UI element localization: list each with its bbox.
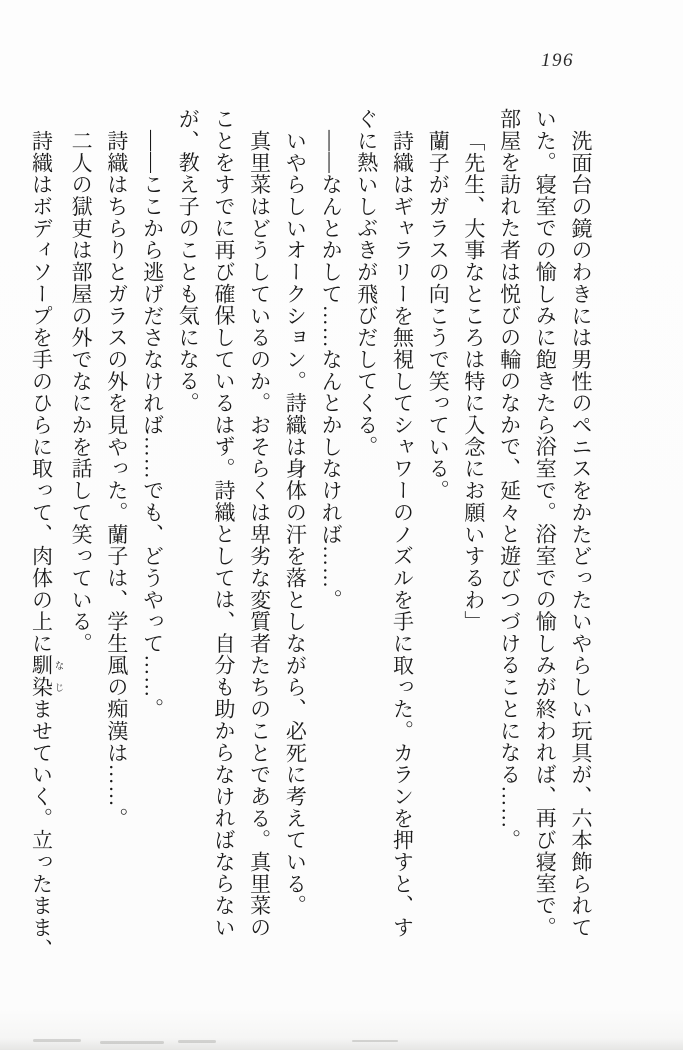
text-line: いた。寝室での愉しみに飽きたら浴室で。浴室での愉しみが終われば、再び寝室で。 bbox=[533, 108, 558, 939]
text-line: ことをすでに再び確保しているはず。詩織としては、自分も助からなければならない bbox=[211, 108, 236, 939]
text-line: ——なんとかして……なんとかしなければ……。 bbox=[319, 129, 344, 611]
text-line: 「先生、大事なところは特に入念にお願いするわ」 bbox=[461, 129, 486, 633]
text-line: ぐに熱いしぶきが飛びだしてくる。 bbox=[354, 108, 379, 458]
text-line: ——ここから逃げださなければ……でも、どうやって……。 bbox=[140, 129, 165, 720]
furigana-ruby: 馴染 なじ bbox=[29, 654, 63, 698]
text-block bbox=[23, 108, 598, 988]
text-line: 二人の獄吏は部屋の外でなにかを話して笑っている。 bbox=[69, 129, 94, 655]
text-line: 蘭子がガラスの向こうで笑っている。 bbox=[426, 129, 451, 502]
text-line: 詩織はボディソープを手のひらに取って、肉体の上に馴染 なじませていく。立ったまま、 bbox=[29, 129, 63, 961]
text-line: いやらしいオークション。詩織は身体の汗を落としながら、必死に考えている。 bbox=[283, 129, 308, 917]
page-number: 196 bbox=[541, 50, 574, 71]
text-line: 詩織はちらりとガラスの外を見やった。蘭子は、学生風の痴漢は……。 bbox=[104, 129, 129, 830]
scan-smudge bbox=[352, 1040, 398, 1042]
text-line: 詩織はギャラリーを無視してシャワーのノズルを手に取った。カランを押すと、す bbox=[390, 129, 415, 939]
text-line: 真里菜はどうしているのか。おそらくは卑劣な変質者たちのことである。真里菜の bbox=[247, 129, 272, 939]
scan-smudge bbox=[33, 1039, 81, 1042]
text-line: 部屋を訪れた者は悦びの輪のなかで、延々と遊びつづけることになる……。 bbox=[497, 108, 522, 851]
scan-edge-shadow bbox=[0, 1038, 683, 1050]
text-line: 洗面台の鏡のわきには男性のペニスをかたどったいやらしい玩具が、六本飾られて bbox=[569, 129, 593, 939]
scan-smudge bbox=[100, 1041, 164, 1044]
text-line: が、教え子のことも気になる。 bbox=[176, 108, 201, 414]
scan-smudge bbox=[178, 1040, 216, 1043]
